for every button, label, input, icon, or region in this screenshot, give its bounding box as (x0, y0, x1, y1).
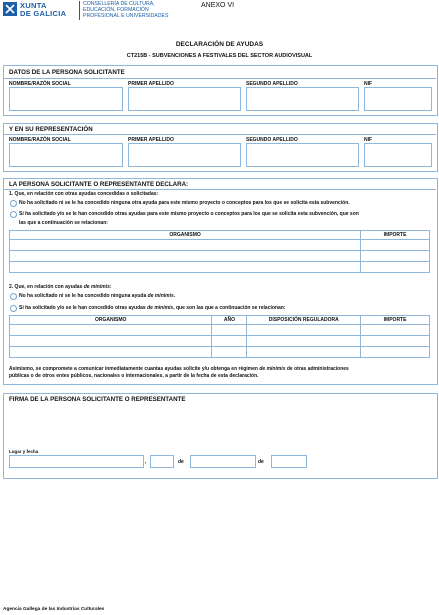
table-row (10, 262, 430, 273)
place-date-label: Lugar y fecha (9, 449, 39, 454)
rep-nif-field[interactable] (364, 143, 432, 167)
minimis-regulation-cell[interactable] (247, 325, 361, 336)
footer-agency: Agencia Gallega de las Industrias Culturales (3, 607, 105, 612)
section-divider (4, 78, 436, 79)
document-title: DECLARACIÓN DE AYUDAS (175, 41, 264, 48)
q2-opt2-prefix: Sí ha solicitado y/o se le han concedido otras ayudas (19, 305, 148, 311)
minimis-organism-header: ORGANISMO (10, 316, 212, 325)
de-label-2: de (258, 459, 264, 465)
comma-separator: , (145, 459, 147, 465)
minimis-regulation-cell[interactable] (247, 347, 361, 358)
place-field[interactable] (9, 455, 147, 468)
minimis-amount-header: IMPORTE (361, 316, 430, 325)
minimis-year-cell[interactable] (212, 325, 247, 336)
table-row (10, 325, 430, 336)
applicant-section-title: DATOS DE LA PERSONA SOLICITANTE (9, 69, 125, 76)
rep-name-field[interactable] (9, 143, 123, 167)
minimis-amount-cell[interactable] (361, 325, 430, 336)
aid-table (9, 230, 430, 273)
applicant-second-surname-field[interactable] (246, 87, 359, 111)
commitment-line-2: públicas o de otros entes públicos, nacionales o internacionales, a partir de la fecha de esta declaración. (9, 373, 259, 379)
amount-header: IMPORTE (361, 231, 430, 240)
minimis-organism-cell[interactable] (10, 336, 212, 347)
minimis-year-header: AÑO (212, 316, 247, 325)
minimis-organism-cell[interactable] (10, 347, 212, 358)
dept-line-3: PROFESIONAL E UNIVERSIDADES (83, 13, 169, 19)
annex-label: ANEXO VI (201, 2, 235, 9)
section-divider (4, 134, 436, 135)
signature-section-title: FIRMA DE LA PERSONA SOLICITANTE O REPRESENTANTE (9, 396, 186, 403)
q2-opt2-suffix: , que son las que a continuación se relacionan: (173, 305, 286, 311)
document-subtitle: CT215B - SUBVENCIONES A FESTIVALES DEL SECTOR AUDIOVISUAL (126, 53, 313, 59)
rep-second-surname-field[interactable] (246, 143, 359, 167)
q2-prefix: 2. Que, en relación con ayudas (9, 284, 84, 290)
representative-section-title: Y EN SU REPRESENTACIÓN (9, 126, 93, 133)
commitment-line-1 (9, 366, 349, 372)
table-row (10, 251, 430, 262)
minimis-year-cell[interactable] (212, 347, 247, 358)
amount-cell[interactable] (361, 262, 430, 273)
rep-name-label: NOMBRE/RAZÓN SOCIAL (9, 137, 71, 143)
minimis-amount-cell[interactable] (361, 347, 430, 358)
applicant-name-field[interactable] (9, 87, 123, 111)
dept-line-1: CONSELLERÍA DE CULTURA, (83, 1, 155, 7)
first-surname-label: PRIMER APELLIDO (128, 81, 174, 87)
rep-first-surname-field[interactable] (128, 143, 241, 167)
minimis-organism-cell[interactable] (10, 325, 212, 336)
q2-opt1-prefix: No ha solicitado ni se le ha concedido ninguna ayuda (19, 293, 148, 299)
minimis-regulation-header: DISPOSICIÓN REGULADORA (247, 316, 361, 325)
organism-cell[interactable] (10, 251, 361, 262)
q2-opt1-italic: de minimis (147, 293, 174, 299)
minimis-year-cell[interactable] (212, 336, 247, 347)
organism-header: ORGANISMO (10, 231, 361, 240)
q2-suffix: : (109, 284, 112, 290)
declaration-section-title: LA PERSONA SOLICITANTE O REPRESENTANTE DECLARA: (9, 181, 189, 188)
rep-second-surname-label: SEGUNDO APELLIDO (246, 137, 298, 143)
q1-no-aid-radio[interactable] (10, 200, 17, 207)
dept-line-2: EDUCACIÓN, FORMACIÓN (83, 7, 149, 13)
applicant-nif-field[interactable] (364, 87, 432, 111)
q2-yes-minimis-radio[interactable] (10, 305, 17, 312)
q2-no-minimis-radio[interactable] (10, 293, 17, 300)
year-field[interactable] (271, 455, 307, 468)
section-divider (4, 189, 436, 190)
nif-label: NIF (364, 81, 373, 87)
q1-yes-aid-radio[interactable] (10, 211, 17, 218)
de-label-1: de (178, 459, 184, 465)
table-row (10, 240, 430, 251)
table-row (10, 336, 430, 347)
department-name (83, 1, 168, 19)
minimis-regulation-cell[interactable] (247, 336, 361, 347)
applicant-first-surname-field[interactable] (128, 87, 241, 111)
q2-yes-minimis-text (19, 305, 285, 311)
commit-suffix: de otras administraciones (285, 366, 349, 372)
xunta-crest-icon (3, 2, 17, 16)
logo-divider (79, 1, 80, 20)
amount-cell[interactable] (361, 240, 430, 251)
amount-cell[interactable] (361, 251, 430, 262)
q2-no-minimis-text (19, 293, 175, 299)
minimis-amount-cell[interactable] (361, 336, 430, 347)
organism-cell[interactable] (10, 262, 361, 273)
commit-prefix: Asimismo, se compromete a comunicar inmediatamente cuantas ayudas solicite y/u obtenga en régimen (9, 366, 260, 372)
organism-cell[interactable] (10, 240, 361, 251)
logo-line-1: XUNTA (20, 1, 47, 10)
q1-no-aid-text: No ha solicitado ni se le ha concedido ninguna otra ayuda para este mismo proyecto o conceptos para los que se solicita esta subvención. (19, 200, 350, 206)
name-label: NOMBRE/RAZÓN SOCIAL (9, 81, 71, 87)
q2-opt2-italic: de minimis (147, 305, 174, 311)
table-row (10, 347, 430, 358)
second-surname-label: SEGUNDO APELLIDO (246, 81, 298, 87)
q2-italic: de minimis (83, 284, 110, 290)
question-2 (9, 284, 112, 290)
question-1: 1. Que, en relación con otras ayudas concedidas o solicitadas: (9, 191, 159, 197)
rep-first-surname-label: PRIMER APELLIDO (128, 137, 174, 143)
q1-yes-aid-text-line2: las que a continuación se relacionan: (19, 220, 108, 226)
q2-opt1-suffix: . (173, 293, 176, 299)
q1-yes-aid-text-line1: Sí ha solicitado y/o se le han concedido otras ayudas para este mismo proyecto o conceptos para los que se solicita esta subvención, que son (19, 211, 359, 217)
logo-line-2: DE GALICIA (20, 9, 67, 18)
minimis-table (9, 315, 430, 358)
month-field[interactable] (190, 455, 256, 468)
day-field[interactable] (150, 455, 174, 468)
rep-nif-label: NIF (364, 137, 373, 143)
commit-italic: de minimis (259, 366, 286, 372)
